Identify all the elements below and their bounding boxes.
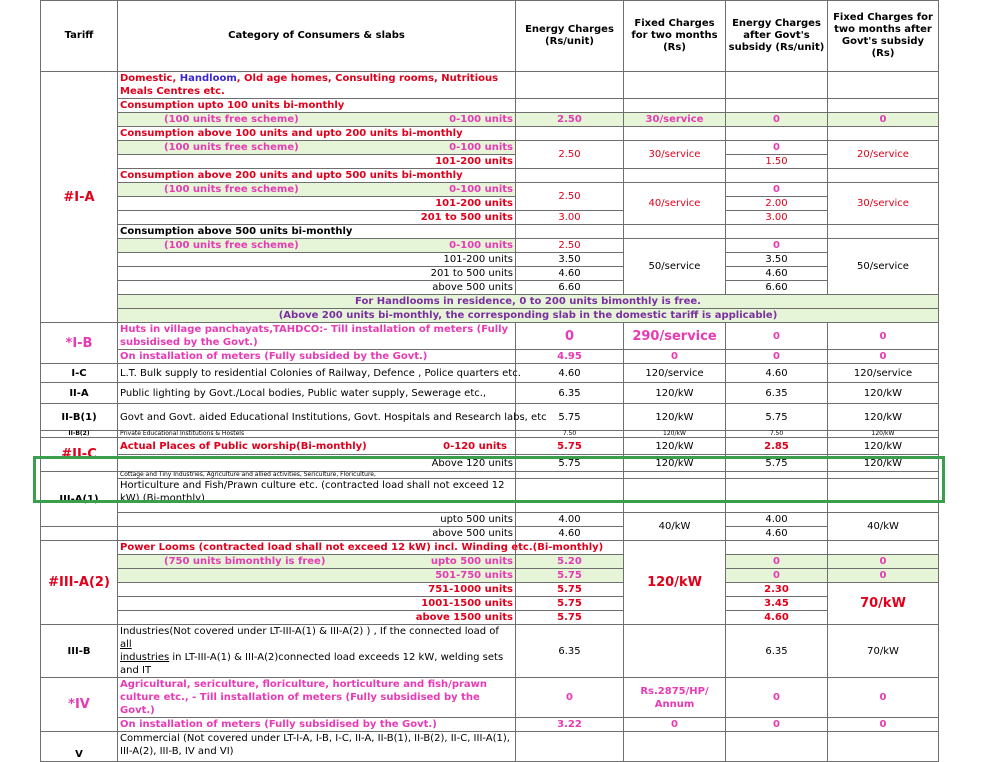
- ia-s4-ea4: 6.60: [726, 281, 828, 295]
- ia-s4-e1: 2.50: [516, 239, 624, 253]
- iiia2-slab3: 751-1000 units: [118, 583, 516, 597]
- ia-s4-fixed-after: 50/service: [828, 239, 939, 295]
- tariff-table: Tariff Category of Consumers & slabs Energy Charges (Rs/unit) Fixed Charges for two months (Rs) Energy Charges after Govt's subsidy (Rs/unit) Fixed Charges for two months after Govt's subsidy (Rs) #I-A Domestic, Handloom, Old age homes, Consulting rooms, Nutritious Meals Centres etc. Consumption upto 100 units bi-monthly (100 units free scheme) 0-100 units 2.50 30/service 0 0 Consumption above 100 units and upto 200 units bi-monthly (100 units free scheme) 0-100 units 2.50 30/service 0 20/service 101-200 units 1.50 Consumption above 200 units and upto 500 units bi-monthly (100 units free scheme) 0-100 units 2.50 40/service 0 30/service 101-200 units 2.00 201 to 500 units 3.00 3.00 Consumption above 500 units bi-monthly (100 units free scheme) 0-100 units 2.50 50/service 0 50/service 101-200 units 3.50 3.50 201 to 500 units 4.60 4.60 above 500 units 6.60 6.60 For Handlooms in residence, 0 to 200 units bimonthly is free. (Above 200 units bi-monthly, the corresponding slab in the domestic tariff is applicable) *I-B Huts in village panchayats,TAHDCO:- Till installation of meters (Fully subsidised by the Govt.) 0 290/service 0 0 On installation of meters (Fully subsided by the Govt.) 4.95 0 0 0 I-C L.T. Bulk supply to residential Colonies of Railway, Defence , Police quarters etc. 4.60 120/service 4.60 120/service II-A Public lighting by Govt./Local bodies, Public water supply, Sewerage etc., 6.35 120/kW 6.35 120/kW II-B(1) Govt and Govt. aided Educational Institutions, Govt. Hospitals and Research labs, etc 5.75 120/kW 5.75 120/kW II-B(2) Private Educational Institutions & Hostels 7.50 120/kW 7.50 120/kW #II-C Actual Places of Public worship(Bi-monthly) 0-120 units 5.75 120/kW 2.85 120/kW Above 120 units 5.75 120/kW 5.75 120/kW III-A(1) Cottage and Tiny Industries, Agriculture and allied activities, Sericulture, Floriculture, Horticulture and Fish/Prawn culture etc. (contracted load shall not exceed 12 kW) (Bi-monthly) upto 500 units 4.00 40/kW 4.00 40/kW above 500 units 4.60 4.60 #III-A(2) Power Looms (contracted load shall not exceed 12 kW) incl. Winding etc.(Bi-monthly) 120/kW (750 units bimonthly is free) upto 500 units 5.20 0 0 501-750 units 5.75 0 0 751-1000 units 5.75 2.30 70/kW 1001-1500 units 5.75 3.45 above 1500 units 5.75 4.60 III-B Industries(Not covered under LT-III-A(1) & III-A(2) ) , If the connected load of all industries in LT-III-A(1) & III-A(2)connected load exceeds 12 kW, welding sets and IT 6.35 6.35 70/kW *IV Agricultural, sericulture, floriculture, horticulture and fish/prawn culture etc., - Till installation of meters (Fully subsidised by the Govt.) 0 Rs.2875/HP/ Annum 0 0 On installation of meters (Fully subsidised by the Govt.) 3.22 0 0 0 V Commercial (Not covered under LT-I-A, I-B, I-C, II-A, II-B(1), II-B(2), II-C, III-A(1), III-A(2), III-B, IV and VI): [40, 0, 939, 762]
- ic-fixed: 120/service: [624, 364, 726, 383]
- ia-s4-slab3: 201 to 500 units: [118, 267, 516, 281]
- handloom-note-1: For Handlooms in residence, 0 to 200 units bimonthly is free.: [118, 295, 939, 309]
- v-desc: Commercial (Not covered under LT-I-A, I-B, I-C, II-A, II-B(1), II-B(2), II-C, III-A(1), III-A(2), III-B, IV and VI): [118, 732, 516, 762]
- iic-fa2: 120/kW: [828, 455, 939, 472]
- header-fixed-after: Fixed Charges for two months after Govt's subsidy (Rs): [828, 1, 939, 72]
- ic-desc: L.T. Bulk supply to residential Colonies of Railway, Defence , Police quarters etc.: [118, 364, 516, 383]
- iv-agri: Agricultural, sericulture, floriculture, horticulture and fish/prawn culture etc., - Till installation of meters (Fully subsidised by the Govt.): [118, 678, 516, 718]
- iic-ea1: 2.85: [726, 438, 828, 455]
- iib2-desc: Private Educational Institutions & Hostels: [118, 431, 516, 438]
- iib1-desc: Govt and Govt. aided Educational Institutions, Govt. Hospitals and Research labs, etc: [118, 404, 516, 431]
- ia-s3-energy12: 2.50: [516, 183, 624, 211]
- iic-ea2: 5.75: [726, 455, 828, 472]
- iiia2-slab5: above 1500 units: [118, 611, 516, 625]
- ia-s3-slab2: 101-200 units: [118, 197, 516, 211]
- tariff-code-iiia2: #III-A(2): [41, 541, 118, 625]
- iv-r2-energy: 3.22: [516, 718, 624, 732]
- iib1-energy: 5.75: [516, 404, 624, 431]
- iia-desc: Public lighting by Govt./Local bodies, Public water supply, Sewerage etc.,: [118, 383, 516, 404]
- ia-slab2-title: Consumption above 100 units and upto 200 units bi-monthly: [118, 127, 516, 141]
- ia-slab3-title: Consumption above 200 units and upto 500 units bi-monthly: [118, 169, 516, 183]
- iib2-fa: 120/kW: [828, 431, 939, 438]
- iiia2-title: Power Looms (contracted load shall not exceed 12 kW) incl. Winding etc.(Bi-monthly): [118, 541, 516, 555]
- ia-s4-e2: 3.50: [516, 253, 624, 267]
- ia-s4-ea1: 0: [726, 239, 828, 253]
- tariff-code-iiia1: III-A(1): [41, 472, 118, 527]
- iiia2-e3: 5.75: [516, 583, 624, 597]
- iiia1-desc: Horticulture and Fish/Prawn culture etc. (contracted load shall not exceed 12 kW) (Bi-monthly): [118, 479, 516, 513]
- iiia2-slab2: 501-750 units: [118, 569, 516, 583]
- ib-r1-energy: 0: [516, 323, 624, 350]
- iiia2-fa3: 70/kW: [828, 583, 939, 625]
- ia-s4-e3: 4.60: [516, 267, 624, 281]
- ia-s4-ea3: 4.60: [726, 267, 828, 281]
- ia-s2-free: (100 units free scheme): [164, 142, 299, 153]
- iib2-fixed: 120/kW: [624, 431, 726, 438]
- ia-s1-fixed: 30/service: [624, 113, 726, 127]
- tariff-code-v: V: [41, 732, 118, 762]
- iv-r1-fixed: Rs.2875/HP/ Annum: [624, 678, 726, 718]
- iic-row1: Actual Places of Public worship(Bi-monthly) 0-120 units: [118, 438, 516, 455]
- iiia1-slab1: upto 500 units: [118, 513, 516, 527]
- handloom-note-2: (Above 200 units bi-monthly, the corresponding slab in the domestic tariff is applicable): [118, 309, 939, 323]
- iiia2-slab4: 1001-1500 units: [118, 597, 516, 611]
- ia-s3-fixed: 40/service: [624, 183, 726, 225]
- ia-category: Domestic, Handloom, Old age homes, Consulting rooms, Nutritious Meals Centres etc.: [118, 72, 516, 99]
- iiib-fa: 70/kW: [828, 625, 939, 678]
- ia-s4-slab4: above 500 units: [118, 281, 516, 295]
- tariff-code-ib: *I-B: [41, 323, 118, 364]
- iic-f1: 120/kW: [624, 438, 726, 455]
- iiia2-ea2: 0: [726, 569, 828, 583]
- ia-s2-slab2: 101-200 units: [118, 155, 516, 169]
- iia-energy: 6.35: [516, 383, 624, 404]
- ia-s2-energy: 2.50: [516, 141, 624, 169]
- iic-f2: 120/kW: [624, 455, 726, 472]
- ic-fa: 120/service: [828, 364, 939, 383]
- iv-r2-ea: 0: [726, 718, 828, 732]
- ib-huts: Huts in village panchayats,TAHDCO:- Till installation of meters (Fully subsidised by the Govt.): [118, 323, 516, 350]
- iib2-ea: 7.50: [726, 431, 828, 438]
- tariff-code-ia: #I-A: [41, 72, 118, 323]
- iiia1-fixed: 40/kW: [624, 513, 726, 541]
- iiib-desc: Industries(Not covered under LT-III-A(1) & III-A(2) ) , If the connected load of all industries in LT-III-A(1) & III-A(2)connected load exceeds 12 kW, welding sets and IT: [118, 625, 516, 678]
- tariff-code-iiib: III-B: [41, 625, 118, 678]
- iv-r2-fa: 0: [828, 718, 939, 732]
- ib-r2-energy: 4.95: [516, 350, 624, 364]
- ia-slab4-title: Consumption above 500 units bi-monthly: [118, 225, 516, 239]
- header-fixed: Fixed Charges for two months (Rs): [624, 1, 726, 72]
- ia-s4-fixed: 50/service: [624, 239, 726, 295]
- tariff-code-ic: I-C: [41, 364, 118, 383]
- iiia2-free: (750 units bimonthly is free): [164, 556, 326, 567]
- ia-s1-energy-after: 0: [726, 113, 828, 127]
- header-energy: Energy Charges (Rs/unit): [516, 1, 624, 72]
- header-tariff: Tariff: [41, 1, 118, 72]
- ia-s2-ea1: 0: [726, 141, 828, 155]
- iiia2-e2: 5.75: [516, 569, 624, 583]
- ia-s3-ea3: 3.00: [726, 211, 828, 225]
- tariff-code-iia: II-A: [41, 383, 118, 404]
- ia-s1-energy: 2.50: [516, 113, 624, 127]
- ia-s3-ea1: 0: [726, 183, 828, 197]
- header-category: Category of Consumers & slabs: [118, 1, 516, 72]
- iiib-energy: 6.35: [516, 625, 624, 678]
- iv-r1-fa: 0: [828, 678, 939, 718]
- iib2-energy: 7.50: [516, 431, 624, 438]
- ia-s4-slab2: 101-200 units: [118, 253, 516, 267]
- iiia2-fa2: 0: [828, 569, 939, 583]
- iia-fixed: 120/kW: [624, 383, 726, 404]
- tariff-code-iic: #II-C: [41, 438, 118, 472]
- iiia2-e5: 5.75: [516, 611, 624, 625]
- iiia2-ea4: 3.45: [726, 597, 828, 611]
- iiia1-e2: 4.60: [516, 527, 624, 541]
- iv-r1-energy: 0: [516, 678, 624, 718]
- ia-s3-ea2: 2.00: [726, 197, 828, 211]
- iic-fa1: 120/kW: [828, 438, 939, 455]
- iiia2-ea1: 0: [726, 555, 828, 569]
- ib-r1-ea: 0: [726, 323, 828, 350]
- iiia2-e1: 5.20: [516, 555, 624, 569]
- ia-s4-ea2: 3.50: [726, 253, 828, 267]
- iic-e1: 5.75: [516, 438, 624, 455]
- header-row: [41, 1, 939, 72]
- ia-s2-fixed-after: 20/service: [828, 141, 939, 169]
- iiia1-top: Cottage and Tiny Industries, Agriculture and allied activities, Sericulture, Floriculture,: [118, 472, 516, 479]
- ia-slab1-row: (100 units free scheme) 0-100 units: [118, 113, 516, 127]
- ia-s3-energy3: 3.00: [516, 211, 624, 225]
- ib-meters: On installation of meters (Fully subsided by the Govt.): [118, 350, 516, 364]
- iia-ea: 6.35: [726, 383, 828, 404]
- ic-energy: 4.60: [516, 364, 624, 383]
- iiia2-ea5: 4.60: [726, 611, 828, 625]
- iiia2-ea3: 2.30: [726, 583, 828, 597]
- tariff-code-iib1: II-B(1): [41, 404, 118, 431]
- ib-r1-fixed: 290/service: [624, 323, 726, 350]
- iv-r1-ea: 0: [726, 678, 828, 718]
- ia-s3-free: (100 units free scheme): [164, 184, 299, 195]
- ia-s3-fixed-after: 30/service: [828, 183, 939, 225]
- iiia1-ea1: 4.00: [726, 513, 828, 527]
- iia-fa: 120/kW: [828, 383, 939, 404]
- header-energy-after: Energy Charges after Govt's subsidy (Rs/unit): [726, 1, 828, 72]
- tariff-code-iv: *IV: [41, 678, 118, 732]
- ib-r2-fixed: 0: [624, 350, 726, 364]
- ia-s2-ea2: 1.50: [726, 155, 828, 169]
- ic-ea: 4.60: [726, 364, 828, 383]
- iib1-ea: 5.75: [726, 404, 828, 431]
- ia-s2-fixed: 30/service: [624, 141, 726, 169]
- ia-s4-e4: 6.60: [516, 281, 624, 295]
- iic-e2: 5.75: [516, 455, 624, 472]
- iiib-ea: 6.35: [726, 625, 828, 678]
- ia-s3-slab3: 201 to 500 units: [118, 211, 516, 225]
- iiia2-fixed: 120/kW: [624, 541, 726, 625]
- iiia2-e4: 5.75: [516, 597, 624, 611]
- iv-meters: On installation of meters (Fully subsidised by the Govt.): [118, 718, 516, 732]
- ia-s4-free: (100 units free scheme): [164, 240, 299, 251]
- tariff-code-iib2: II-B(2): [41, 431, 118, 438]
- ib-r1-fa: 0: [828, 323, 939, 350]
- ib-r2-fa: 0: [828, 350, 939, 364]
- iiia1-e1: 4.00: [516, 513, 624, 527]
- iv-r2-fixed: 0: [624, 718, 726, 732]
- iib1-fa: 120/kW: [828, 404, 939, 431]
- iiia2-fa1: 0: [828, 555, 939, 569]
- ia-slab1-title: Consumption upto 100 units bi-monthly: [118, 99, 516, 113]
- iiia1-fa: 40/kW: [828, 513, 939, 541]
- ia-s1-fixed-after: 0: [828, 113, 939, 127]
- iiia1-ea2: 4.60: [726, 527, 828, 541]
- iib1-fixed: 120/kW: [624, 404, 726, 431]
- ib-r2-ea: 0: [726, 350, 828, 364]
- iiia1-slab2: above 500 units: [118, 527, 516, 541]
- iic-slab2: Above 120 units: [118, 455, 516, 472]
